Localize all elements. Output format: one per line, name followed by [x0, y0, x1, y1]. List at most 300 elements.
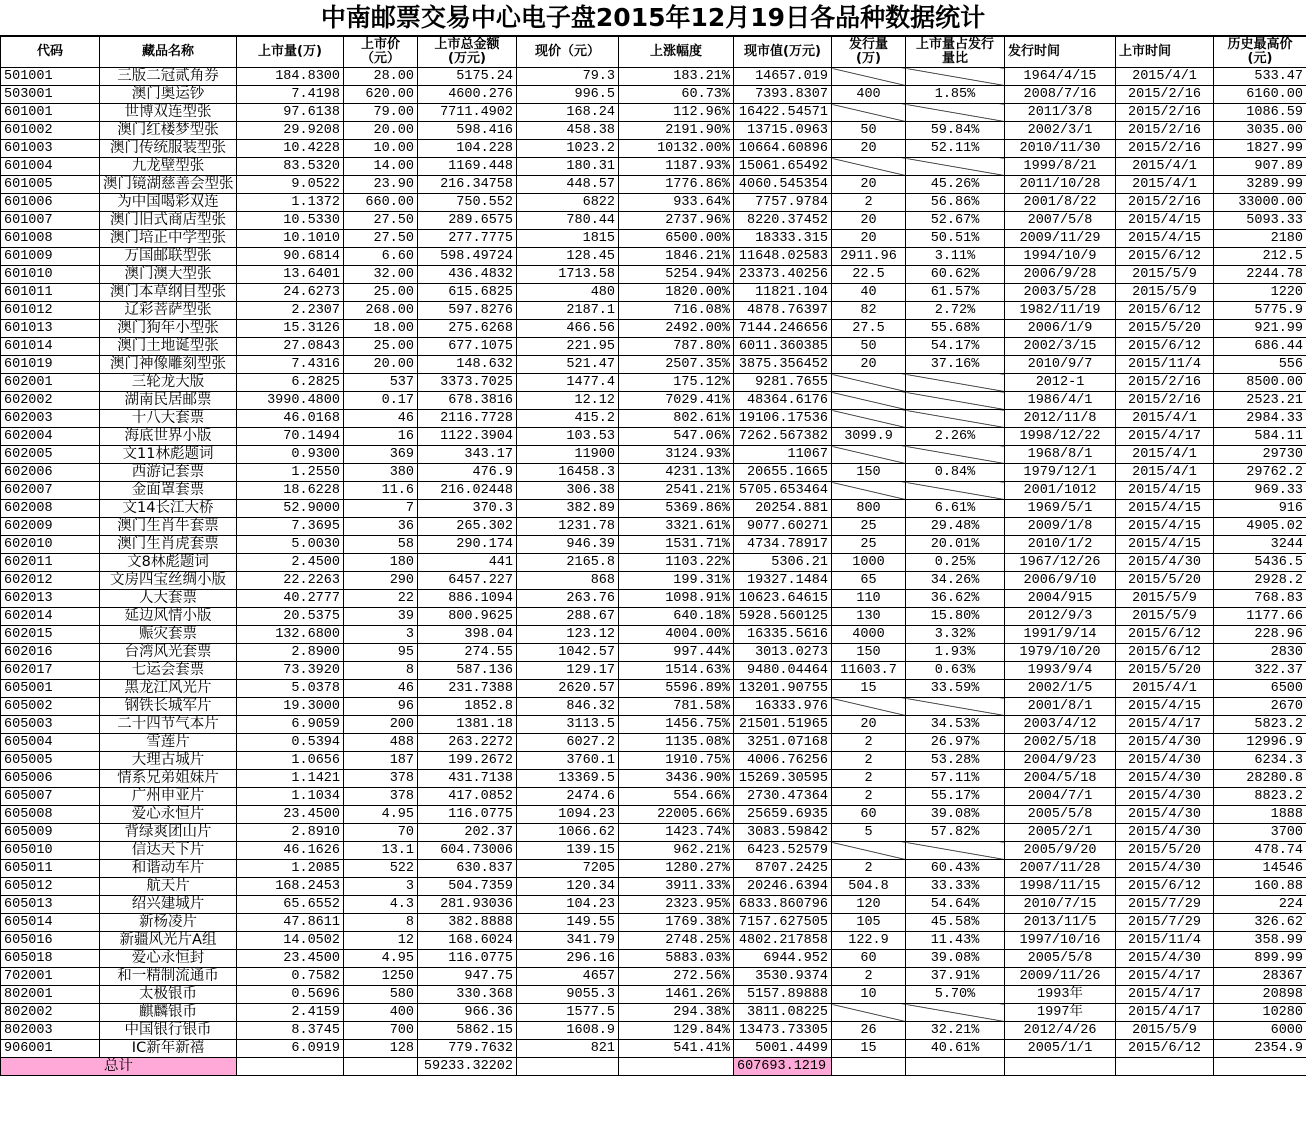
col-rise-cell[interactable]: 22005.66% [619, 806, 734, 824]
col-max-price-cell[interactable]: 768.83 [1214, 590, 1306, 608]
col-name-cell[interactable]: 三版二冠贰角券 [100, 68, 237, 86]
col-ratio-cell[interactable]: 29.48% [906, 518, 1005, 536]
col-max-price-cell[interactable]: 3244 [1214, 536, 1306, 554]
col-market-value-cell[interactable]: 20655.1665 [734, 464, 832, 482]
col-max-price-cell[interactable]: 358.99 [1214, 932, 1306, 950]
col-rise-cell[interactable]: 294.38% [619, 1004, 734, 1022]
col-rise-cell[interactable]: 112.96% [619, 104, 734, 122]
col-market-value-cell[interactable]: 11067 [734, 446, 832, 464]
col-listed-qty-cell[interactable]: 23.4500 [237, 806, 344, 824]
col-max-price-cell[interactable]: 12996.9 [1214, 734, 1306, 752]
col-listed-amount-cell[interactable]: 800.9625 [418, 608, 517, 626]
col-name-cell[interactable]: 和谐动车片 [100, 860, 237, 878]
col-listed-amount-cell[interactable]: 7711.4902 [418, 104, 517, 122]
col-max-price-cell[interactable]: 8823.2 [1214, 788, 1306, 806]
col-rise-cell[interactable]: 3436.90% [619, 770, 734, 788]
col-ratio-cell[interactable]: 15.80% [906, 608, 1005, 626]
col-listed-price-cell[interactable]: 0.17 [344, 392, 418, 410]
col-issue-date-cell[interactable]: 2012/4/26 [1005, 1022, 1116, 1040]
col-name-cell[interactable]: 中国银行银币 [100, 1022, 237, 1040]
col-listed-price-cell[interactable]: 18.00 [344, 320, 418, 338]
col-code-cell[interactable]: 702001 [1, 968, 100, 986]
col-ratio-cell[interactable]: 26.97% [906, 734, 1005, 752]
col-code-cell[interactable]: 503001 [1, 86, 100, 104]
col-rise-cell[interactable]: 1098.91% [619, 590, 734, 608]
col-market-value-cell[interactable]: 8220.37452 [734, 212, 832, 230]
col-code-cell[interactable]: 601010 [1, 266, 100, 284]
col-name-cell[interactable]: 世博双连型张 [100, 104, 237, 122]
col-listed-amount-cell[interactable]: 168.6024 [418, 932, 517, 950]
col-listed-price-cell[interactable]: 378 [344, 788, 418, 806]
col-listed-amount-cell[interactable]: 5862.15 [418, 1022, 517, 1040]
col-listed-price-cell[interactable]: 11.6 [344, 482, 418, 500]
col-issue-date-cell[interactable]: 1998/11/15 [1005, 878, 1116, 896]
col-rise-cell[interactable]: 1776.86% [619, 176, 734, 194]
col-name-cell[interactable]: 二十四节气本片 [100, 716, 237, 734]
col-ratio-cell[interactable]: 59.84% [906, 122, 1005, 140]
col-listed-qty-cell[interactable]: 70.1494 [237, 428, 344, 446]
col-listed-price-cell[interactable]: 27.50 [344, 212, 418, 230]
col-issue-qty-cell[interactable]: 2 [832, 860, 906, 878]
col-issue-qty-cell[interactable]: 22.5 [832, 266, 906, 284]
col-listed-date-cell[interactable]: 2015/4/1 [1116, 464, 1214, 482]
col-ratio-cell[interactable]: 45.26% [906, 176, 1005, 194]
col-issue-qty-cell[interactable]: 2 [832, 194, 906, 212]
col-market-value-cell[interactable]: 6833.860796 [734, 896, 832, 914]
col-listed-qty-cell[interactable]: 19.3000 [237, 698, 344, 716]
col-rise-cell[interactable]: 3911.33% [619, 878, 734, 896]
col-rise-cell[interactable]: 554.66% [619, 788, 734, 806]
col-market-value-cell[interactable]: 19106.17536 [734, 410, 832, 428]
total-label[interactable]: 总计 [1, 1058, 237, 1076]
col-market-value-cell[interactable]: 14657.019 [734, 68, 832, 86]
col-listed-date-cell[interactable]: 2015/5/9 [1116, 608, 1214, 626]
col-listed-date-cell[interactable]: 2015/2/16 [1116, 86, 1214, 104]
col-code-cell[interactable]: 602002 [1, 392, 100, 410]
col-issue-date-cell[interactable]: 2012/11/8 [1005, 410, 1116, 428]
col-listed-qty-cell[interactable]: 6.2825 [237, 374, 344, 392]
col-market-value-cell[interactable]: 7144.246656 [734, 320, 832, 338]
col-market-value-cell[interactable]: 3811.08225 [734, 1004, 832, 1022]
col-issue-date-cell[interactable]: 2004/9/23 [1005, 752, 1116, 770]
col-listed-qty-cell[interactable]: 18.6228 [237, 482, 344, 500]
col-listed-amount-cell[interactable]: 779.7632 [418, 1040, 517, 1058]
col-market-value-cell[interactable]: 15269.30595 [734, 770, 832, 788]
col-name-cell[interactable]: 澳门传统服装型张 [100, 140, 237, 158]
col-current-price-cell[interactable]: 1066.62 [517, 824, 619, 842]
col-listed-amount-cell[interactable]: 476.9 [418, 464, 517, 482]
col-current-price-cell[interactable]: 1577.5 [517, 1004, 619, 1022]
col-listed-qty-cell[interactable]: 15.3126 [237, 320, 344, 338]
col-rise-cell[interactable]: 175.12% [619, 374, 734, 392]
col-ratio-cell[interactable] [906, 1004, 1005, 1022]
col-rise-cell[interactable]: 5883.03% [619, 950, 734, 968]
col-market-value-cell[interactable]: 4060.545354 [734, 176, 832, 194]
col-listed-date-cell[interactable]: 2015/4/1 [1116, 446, 1214, 464]
col-issue-date-cell[interactable]: 2006/1/9 [1005, 320, 1116, 338]
col-listed-qty-cell[interactable]: 0.7582 [237, 968, 344, 986]
col-current-price-cell[interactable]: 2474.6 [517, 788, 619, 806]
col-listed-price-cell[interactable]: 58 [344, 536, 418, 554]
col-issue-qty-cell[interactable]: 130 [832, 608, 906, 626]
col-issue-date-cell[interactable]: 1997年 [1005, 1004, 1116, 1022]
col-issue-qty-cell[interactable] [832, 68, 906, 86]
col-code-cell[interactable]: 802003 [1, 1022, 100, 1040]
col-max-price-cell[interactable]: 28367 [1214, 968, 1306, 986]
col-listed-date-cell[interactable]: 2015/2/16 [1116, 122, 1214, 140]
col-rise-cell[interactable]: 183.21% [619, 68, 734, 86]
col-issue-qty-cell[interactable]: 150 [832, 464, 906, 482]
col-max-price-cell[interactable]: 921.99 [1214, 320, 1306, 338]
col-max-price-cell[interactable]: 6234.3 [1214, 752, 1306, 770]
col-rise-cell[interactable]: 2191.90% [619, 122, 734, 140]
col-listed-date-cell[interactable]: 2015/6/12 [1116, 302, 1214, 320]
total-empty-cell[interactable] [237, 1058, 344, 1076]
col-listed-amount-cell[interactable]: 1169.448 [418, 158, 517, 176]
col-market-value-cell[interactable]: 11648.02583 [734, 248, 832, 266]
col-name-cell[interactable]: 钢铁长城军片 [100, 698, 237, 716]
col-listed-amount-cell[interactable]: 290.174 [418, 536, 517, 554]
col-listed-price-cell[interactable]: 369 [344, 446, 418, 464]
col-listed-amount-cell[interactable]: 202.37 [418, 824, 517, 842]
col-issue-qty-cell[interactable]: 65 [832, 572, 906, 590]
col-listed-amount-cell[interactable]: 598.416 [418, 122, 517, 140]
col-listed-price-cell[interactable]: 537 [344, 374, 418, 392]
col-listed-qty-cell[interactable]: 27.0843 [237, 338, 344, 356]
col-listed-amount-cell[interactable]: 104.228 [418, 140, 517, 158]
col-code-cell[interactable]: 602010 [1, 536, 100, 554]
col-issue-qty-cell[interactable]: 2 [832, 788, 906, 806]
col-listed-amount-cell[interactable]: 370.3 [418, 500, 517, 518]
col-code-cell[interactable]: 602017 [1, 662, 100, 680]
col-listed-qty-cell[interactable]: 7.4198 [237, 86, 344, 104]
col-code-cell[interactable]: 605002 [1, 698, 100, 716]
col-max-price-cell[interactable]: 326.62 [1214, 914, 1306, 932]
col-issue-qty-cell[interactable]: 504.8 [832, 878, 906, 896]
col-listed-amount-cell[interactable]: 604.73006 [418, 842, 517, 860]
total-empty-cell[interactable] [906, 1058, 1005, 1076]
col-current-price-cell[interactable]: 288.67 [517, 608, 619, 626]
col-listed-date-cell[interactable]: 2015/11/4 [1116, 932, 1214, 950]
col-code-cell[interactable]: 605005 [1, 752, 100, 770]
col-listed-qty-cell[interactable]: 47.8611 [237, 914, 344, 932]
col-listed-date-cell[interactable]: 2015/5/20 [1116, 662, 1214, 680]
col-listed-date-cell[interactable]: 2015/4/1 [1116, 158, 1214, 176]
col-current-price-cell[interactable]: 4657 [517, 968, 619, 986]
col-name-cell[interactable]: 澳门本草纲目型张 [100, 284, 237, 302]
col-issue-qty-cell[interactable]: 2 [832, 734, 906, 752]
col-listed-amount-cell[interactable]: 630.837 [418, 860, 517, 878]
col-listed-date-cell[interactable]: 2015/4/30 [1116, 824, 1214, 842]
col-name-cell[interactable]: 黑龙江风光片 [100, 680, 237, 698]
col-name-cell[interactable]: 澳门神像雕刻型张 [100, 356, 237, 374]
col-listed-qty-cell[interactable]: 14.0502 [237, 932, 344, 950]
col-listed-qty-cell[interactable]: 1.2085 [237, 860, 344, 878]
col-ratio-cell[interactable]: 33.33% [906, 878, 1005, 896]
col-market-value-cell[interactable]: 4802.217858 [734, 932, 832, 950]
col-listed-date-cell[interactable]: 2015/4/1 [1116, 176, 1214, 194]
col-ratio-cell[interactable]: 52.11% [906, 140, 1005, 158]
col-issue-date-cell[interactable]: 2005/9/20 [1005, 842, 1116, 860]
col-listed-qty-cell[interactable]: 10.4228 [237, 140, 344, 158]
col-issue-date-cell[interactable]: 2003/4/12 [1005, 716, 1116, 734]
col-listed-amount-cell[interactable]: 886.1094 [418, 590, 517, 608]
col-listed-date-cell[interactable]: 2015/6/12 [1116, 878, 1214, 896]
col-listed-price-cell[interactable]: 46 [344, 680, 418, 698]
col-listed-price-cell[interactable]: 3 [344, 878, 418, 896]
col-ratio-cell[interactable]: 20.01% [906, 536, 1005, 554]
col-rise-cell[interactable]: 4004.00% [619, 626, 734, 644]
col-issue-qty-cell[interactable]: 150 [832, 644, 906, 662]
col-issue-qty-cell[interactable]: 2911.96 [832, 248, 906, 266]
col-listed-qty-cell[interactable]: 23.4500 [237, 950, 344, 968]
col-issue-qty-cell[interactable]: 15 [832, 1040, 906, 1058]
col-listed-date-cell[interactable]: 2015/4/15 [1116, 536, 1214, 554]
col-listed-price-cell[interactable]: 13.1 [344, 842, 418, 860]
col-issue-date-cell[interactable]: 2002/1/5 [1005, 680, 1116, 698]
col-listed-price-cell[interactable]: 268.00 [344, 302, 418, 320]
col-issue-qty-cell[interactable]: 60 [832, 806, 906, 824]
col-listed-date-cell[interactable]: 2015/4/15 [1116, 500, 1214, 518]
col-market-value-cell[interactable]: 3013.0273 [734, 644, 832, 662]
col-market-value-cell[interactable]: 6423.52579 [734, 842, 832, 860]
col-current-price-cell[interactable]: 946.39 [517, 536, 619, 554]
col-listed-amount-cell[interactable]: 597.8276 [418, 302, 517, 320]
col-max-price-cell[interactable]: 14546 [1214, 860, 1306, 878]
col-current-price-cell[interactable]: 448.57 [517, 176, 619, 194]
col-code-cell[interactable]: 602004 [1, 428, 100, 446]
col-issue-qty-cell[interactable] [832, 446, 906, 464]
col-current-price-cell[interactable]: 480 [517, 284, 619, 302]
col-listed-price-cell[interactable]: 290 [344, 572, 418, 590]
col-listed-price-cell[interactable]: 4.95 [344, 806, 418, 824]
col-ratio-cell[interactable]: 55.17% [906, 788, 1005, 806]
col-listed-price-cell[interactable]: 8 [344, 662, 418, 680]
total-empty-cell[interactable] [832, 1058, 906, 1076]
col-market-value-cell[interactable]: 7757.9784 [734, 194, 832, 212]
col-code-cell[interactable]: 605004 [1, 734, 100, 752]
col-listed-price-cell[interactable]: 25.00 [344, 338, 418, 356]
col-market-value-cell[interactable]: 13715.0963 [734, 122, 832, 140]
col-listed-qty-cell[interactable]: 2.2307 [237, 302, 344, 320]
col-market-value-cell[interactable]: 15061.65492 [734, 158, 832, 176]
col-rise-cell[interactable]: 6500.00% [619, 230, 734, 248]
col-listed-qty-cell[interactable]: 10.5330 [237, 212, 344, 230]
col-listed-amount-cell[interactable]: 417.0852 [418, 788, 517, 806]
col-current-price-cell[interactable]: 129.17 [517, 662, 619, 680]
col-rise-cell[interactable]: 3124.93% [619, 446, 734, 464]
col-ratio-cell[interactable]: 6.61% [906, 500, 1005, 518]
col-listed-price-cell[interactable]: 96 [344, 698, 418, 716]
col-listed-price-cell[interactable]: 16 [344, 428, 418, 446]
col-rise-cell[interactable]: 129.84% [619, 1022, 734, 1040]
col-current-price-cell[interactable]: 79.3 [517, 68, 619, 86]
col-issue-qty-cell[interactable] [832, 374, 906, 392]
col-rise-cell[interactable]: 541.41% [619, 1040, 734, 1058]
col-current-price-cell[interactable]: 2165.8 [517, 554, 619, 572]
col-listed-qty-cell[interactable]: 0.9300 [237, 446, 344, 464]
col-listed-amount-cell[interactable]: 116.0775 [418, 950, 517, 968]
col-market-value-cell[interactable]: 23373.40256 [734, 266, 832, 284]
col-code-cell[interactable]: 605009 [1, 824, 100, 842]
col-listed-qty-cell[interactable]: 46.0168 [237, 410, 344, 428]
col-listed-price-cell[interactable]: 25.00 [344, 284, 418, 302]
col-current-price-cell[interactable]: 1231.78 [517, 518, 619, 536]
col-current-price-cell[interactable]: 180.31 [517, 158, 619, 176]
col-code-cell[interactable]: 601004 [1, 158, 100, 176]
col-issue-date-cell[interactable]: 1967/12/26 [1005, 554, 1116, 572]
col-max-price-cell[interactable]: 5436.5 [1214, 554, 1306, 572]
col-listed-amount-cell[interactable]: 275.6268 [418, 320, 517, 338]
col-rise-cell[interactable]: 2492.00% [619, 320, 734, 338]
col-max-price-cell[interactable]: 478.74 [1214, 842, 1306, 860]
col-current-price-cell[interactable]: 868 [517, 572, 619, 590]
col-issue-qty-cell[interactable]: 82 [832, 302, 906, 320]
col-current-price-cell[interactable]: 123.12 [517, 626, 619, 644]
col-ratio-cell[interactable]: 56.86% [906, 194, 1005, 212]
total-empty-cell[interactable] [619, 1058, 734, 1076]
col-listed-amount-cell[interactable]: 1381.18 [418, 716, 517, 734]
col-listed-qty-cell[interactable]: 0.5394 [237, 734, 344, 752]
col-issue-date-cell[interactable]: 2001/8/22 [1005, 194, 1116, 212]
col-listed-amount-cell[interactable]: 587.136 [418, 662, 517, 680]
col-rise-cell[interactable]: 787.80% [619, 338, 734, 356]
col-listed-date-cell[interactable]: 2015/4/30 [1116, 554, 1214, 572]
col-rise-cell[interactable]: 1280.27% [619, 860, 734, 878]
col-issue-qty-cell[interactable]: 20 [832, 356, 906, 374]
col-issue-date-cell[interactable]: 2004/5/18 [1005, 770, 1116, 788]
col-max-price-cell[interactable]: 29762.2 [1214, 464, 1306, 482]
col-current-price-cell[interactable]: 11900 [517, 446, 619, 464]
col-ratio-cell[interactable]: 39.08% [906, 950, 1005, 968]
col-listed-price-cell[interactable]: 14.00 [344, 158, 418, 176]
col-rise-cell[interactable]: 962.21% [619, 842, 734, 860]
col-listed-price-cell[interactable]: 700 [344, 1022, 418, 1040]
col-code-cell[interactable]: 601009 [1, 248, 100, 266]
col-market-value-cell[interactable]: 9281.7655 [734, 374, 832, 392]
col-name-cell[interactable]: 文房四宝丝绸小版 [100, 572, 237, 590]
col-rise-cell[interactable]: 716.08% [619, 302, 734, 320]
col-issue-date-cell[interactable]: 2012/9/3 [1005, 608, 1116, 626]
col-rise-cell[interactable]: 2748.25% [619, 932, 734, 950]
col-issue-date-cell[interactable]: 1969/5/1 [1005, 500, 1116, 518]
col-listed-date-cell[interactable]: 2015/4/17 [1116, 986, 1214, 1004]
col-listed-price-cell[interactable]: 1250 [344, 968, 418, 986]
col-issue-qty-cell[interactable]: 105 [832, 914, 906, 932]
col-market-value-cell[interactable]: 48364.6176 [734, 392, 832, 410]
col-rise-cell[interactable]: 5369.86% [619, 500, 734, 518]
col-rise-cell[interactable]: 7029.41% [619, 392, 734, 410]
col-issue-date-cell[interactable]: 2009/11/26 [1005, 968, 1116, 986]
col-code-cell[interactable]: 601013 [1, 320, 100, 338]
col-issue-qty-cell[interactable]: 4000 [832, 626, 906, 644]
col-ratio-cell[interactable] [906, 410, 1005, 428]
col-rise-cell[interactable]: 547.06% [619, 428, 734, 446]
col-listed-amount-cell[interactable]: 281.93036 [418, 896, 517, 914]
col-listed-price-cell[interactable]: 22 [344, 590, 418, 608]
col-name-cell[interactable]: 澳门生肖虎套票 [100, 536, 237, 554]
col-issue-qty-cell[interactable]: 2 [832, 770, 906, 788]
col-listed-price-cell[interactable]: 4.3 [344, 896, 418, 914]
col-listed-price-cell[interactable]: 378 [344, 770, 418, 788]
col-current-price-cell[interactable]: 120.34 [517, 878, 619, 896]
col-issue-date-cell[interactable]: 2005/1/1 [1005, 1040, 1116, 1058]
col-issue-date-cell[interactable]: 2005/5/8 [1005, 950, 1116, 968]
col-rise-cell[interactable]: 1456.75% [619, 716, 734, 734]
col-current-price-cell[interactable]: 466.56 [517, 320, 619, 338]
col-ratio-cell[interactable]: 32.21% [906, 1022, 1005, 1040]
col-current-price-cell[interactable]: 2620.57 [517, 680, 619, 698]
col-listed-qty-cell[interactable]: 6.0919 [237, 1040, 344, 1058]
col-issue-date-cell[interactable]: 2002/3/1 [1005, 122, 1116, 140]
col-market-value-cell[interactable]: 18333.315 [734, 230, 832, 248]
col-ratio-cell[interactable]: 11.43% [906, 932, 1005, 950]
col-issue-date-cell[interactable]: 2008/7/16 [1005, 86, 1116, 104]
col-name-cell[interactable]: 广州申亚片 [100, 788, 237, 806]
col-listed-date-cell[interactable]: 2015/5/20 [1116, 572, 1214, 590]
col-listed-qty-cell[interactable]: 5.0030 [237, 536, 344, 554]
col-market-value-cell[interactable]: 21501.51965 [734, 716, 832, 734]
col-ratio-cell[interactable] [906, 446, 1005, 464]
col-listed-date-cell[interactable]: 2015/6/12 [1116, 248, 1214, 266]
col-rise-cell[interactable]: 2323.95% [619, 896, 734, 914]
col-issue-qty-cell[interactable]: 60 [832, 950, 906, 968]
col-rise-cell[interactable]: 10132.00% [619, 140, 734, 158]
col-code-cell[interactable]: 601012 [1, 302, 100, 320]
col-code-cell[interactable]: 601002 [1, 122, 100, 140]
col-issue-qty-cell[interactable] [832, 698, 906, 716]
col-ratio-cell[interactable]: 54.17% [906, 338, 1005, 356]
col-code-cell[interactable]: 602003 [1, 410, 100, 428]
col-rise-cell[interactable]: 2507.35% [619, 356, 734, 374]
col-market-value-cell[interactable]: 7157.627505 [734, 914, 832, 932]
col-name-cell[interactable]: 澳门狗年小型张 [100, 320, 237, 338]
col-listed-amount-cell[interactable]: 750.552 [418, 194, 517, 212]
col-market-value-cell[interactable]: 10664.60896 [734, 140, 832, 158]
col-issue-qty-cell[interactable]: 26 [832, 1022, 906, 1040]
col-code-cell[interactable]: 605011 [1, 860, 100, 878]
col-listed-price-cell[interactable]: 380 [344, 464, 418, 482]
col-code-cell[interactable]: 605018 [1, 950, 100, 968]
col-listed-qty-cell[interactable]: 3990.4800 [237, 392, 344, 410]
col-name-cell[interactable]: 辽彩菩萨型张 [100, 302, 237, 320]
col-ratio-cell[interactable]: 5.70% [906, 986, 1005, 1004]
col-listed-price-cell[interactable]: 187 [344, 752, 418, 770]
col-ratio-cell[interactable]: 2.72% [906, 302, 1005, 320]
col-max-price-cell[interactable]: 8500.00 [1214, 374, 1306, 392]
col-listed-price-cell[interactable]: 20.00 [344, 122, 418, 140]
col-max-price-cell[interactable]: 584.11 [1214, 428, 1306, 446]
col-listed-date-cell[interactable]: 2015/5/9 [1116, 590, 1214, 608]
col-rise-cell[interactable]: 802.61% [619, 410, 734, 428]
col-ratio-cell[interactable]: 33.59% [906, 680, 1005, 698]
col-max-price-cell[interactable]: 1220 [1214, 284, 1306, 302]
col-current-price-cell[interactable]: 1477.4 [517, 374, 619, 392]
col-issue-qty-cell[interactable]: 11603.7 [832, 662, 906, 680]
col-name-cell[interactable]: 延边风情小版 [100, 608, 237, 626]
col-max-price-cell[interactable]: 3289.99 [1214, 176, 1306, 194]
col-name-cell[interactable]: 七运会套票 [100, 662, 237, 680]
col-code-cell[interactable]: 605006 [1, 770, 100, 788]
col-issue-qty-cell[interactable]: 3099.9 [832, 428, 906, 446]
col-name-cell[interactable]: 海底世界小版 [100, 428, 237, 446]
col-name-cell[interactable]: 澳门生肖牛套票 [100, 518, 237, 536]
col-listed-date-cell[interactable]: 2015/4/1 [1116, 68, 1214, 86]
col-listed-qty-cell[interactable]: 29.9208 [237, 122, 344, 140]
col-name-cell[interactable]: 人大套票 [100, 590, 237, 608]
col-listed-price-cell[interactable]: 95 [344, 644, 418, 662]
col-name-cell[interactable]: 和一精制流通币 [100, 968, 237, 986]
